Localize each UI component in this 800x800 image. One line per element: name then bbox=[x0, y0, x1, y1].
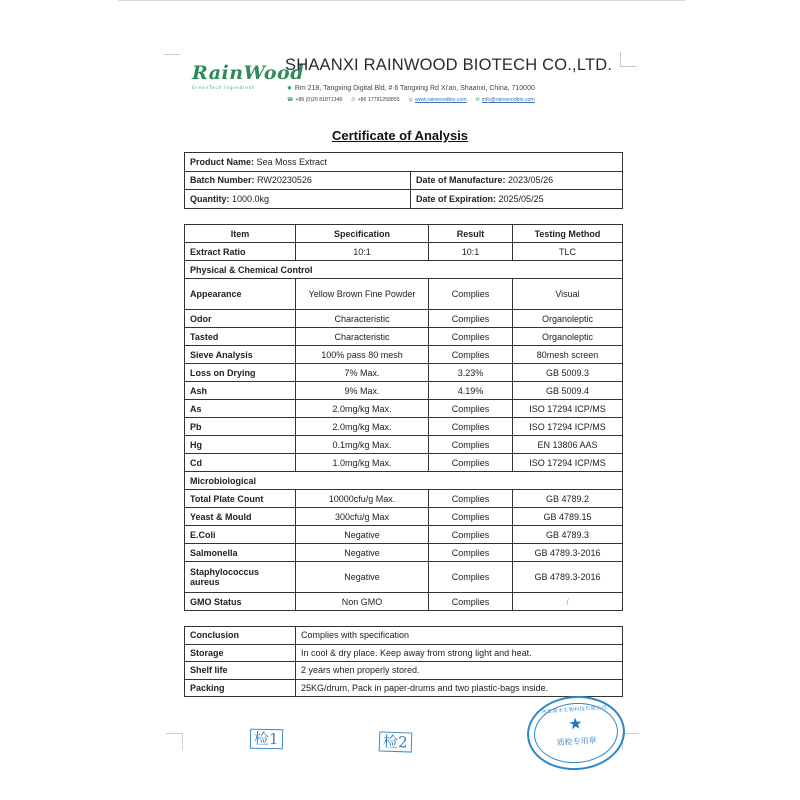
address-text: Rm 218, Tangxing Digital Bld, # 6 Tangxing Rd Xi'an, Shaanxi, China, 710000 bbox=[294, 85, 535, 92]
storage-value: In cool & dry place. Keep away from strong light and heat. bbox=[296, 644, 623, 662]
mobile-phone-icon: ✆ bbox=[351, 97, 356, 103]
quantity-value: 1000.0kg bbox=[232, 193, 270, 204]
table-row bbox=[185, 310, 623, 328]
batch-label: Batch Number: bbox=[190, 175, 255, 186]
conclusion-value: Complies with specification bbox=[296, 627, 623, 645]
batch-value: RW20230526 bbox=[257, 175, 312, 186]
phone-text: +86 (0)29 81871346 bbox=[295, 97, 343, 103]
method-cell: 80mesh screen bbox=[513, 346, 623, 364]
conclusion-table bbox=[184, 626, 623, 697]
shelf-life-value: 2 years when properly stored. bbox=[296, 662, 623, 680]
section-header-physical bbox=[185, 261, 623, 279]
product-name-label: Product Name: bbox=[190, 156, 255, 167]
table-row bbox=[185, 679, 623, 697]
logo-tagline: GreenTech Ingredient bbox=[192, 85, 255, 90]
item-cell: E.Coli bbox=[185, 526, 296, 544]
method-cell: ISO 17294 ICP/MS bbox=[513, 418, 623, 436]
result-cell: Complies bbox=[429, 544, 513, 562]
item-cell: Tasted bbox=[185, 328, 296, 346]
crop-mark-top-right bbox=[620, 52, 637, 67]
contact-line bbox=[287, 97, 535, 103]
table-row bbox=[185, 364, 623, 382]
item-cell: GMO Status bbox=[185, 593, 296, 611]
product-name-value: Sea Moss Extract bbox=[256, 156, 328, 167]
result-cell: 4.19% bbox=[429, 382, 513, 400]
spec-cell: 7% Max. bbox=[296, 364, 429, 382]
method-cell: Organoleptic bbox=[513, 328, 623, 346]
website-link[interactable]: www.rainwoodbio.com bbox=[415, 97, 467, 103]
star-icon: ★ bbox=[567, 713, 584, 734]
item-cell: Cd bbox=[185, 454, 296, 472]
spec-cell: Negative bbox=[296, 562, 429, 593]
result-cell: Complies bbox=[429, 328, 513, 346]
document-title: Certificate of Analysis bbox=[331, 128, 469, 143]
packing-value: 25KG/drum, Pack in paper-drums and two plastic-bags inside. bbox=[296, 679, 623, 697]
table-row bbox=[185, 436, 623, 454]
spec-cell: 9% Max. bbox=[296, 382, 429, 400]
method-cell: GB 4789.3-2016 bbox=[513, 562, 623, 593]
table-row bbox=[185, 593, 623, 611]
result-cell: Complies bbox=[429, 418, 513, 436]
item-cell: Yeast & Mould bbox=[185, 508, 296, 526]
inspector-stamp-2: 检2 bbox=[379, 731, 412, 752]
header-testing-method: Testing Method bbox=[513, 225, 623, 243]
spec-cell: 300cfu/g Max bbox=[296, 508, 429, 526]
crop-mark-bottom-left bbox=[166, 733, 183, 750]
spec-cell: 1.0mg/kg Max. bbox=[296, 454, 429, 472]
table-row bbox=[185, 662, 623, 680]
item-cell: Loss on Drying bbox=[185, 364, 296, 382]
spec-cell: Negative bbox=[296, 526, 429, 544]
spec-cell: Negative bbox=[296, 544, 429, 562]
exp-date-label: Date of Expiration: bbox=[416, 193, 497, 204]
method-cell: EN 13806 AAS bbox=[513, 436, 623, 454]
spec-cell: Non GMO bbox=[296, 593, 429, 611]
section-title: Microbiological bbox=[185, 472, 623, 490]
mfg-date-label: Date of Manufacture: bbox=[416, 175, 506, 186]
info-row-batch bbox=[185, 171, 623, 190]
seal-label: 质检专用章 bbox=[556, 735, 597, 748]
table-row bbox=[185, 382, 623, 400]
result-cell: Complies bbox=[429, 490, 513, 508]
mobile-text: +86 17791258855 bbox=[357, 97, 400, 103]
item-cell: Pb bbox=[185, 418, 296, 436]
result-cell: 3.23% bbox=[429, 364, 513, 382]
method-cell: Organoleptic bbox=[513, 310, 623, 328]
header-result: Result bbox=[429, 225, 513, 243]
result-cell: Complies bbox=[429, 400, 513, 418]
table-header-row bbox=[185, 225, 623, 243]
table-row bbox=[185, 279, 623, 310]
item-cell: Hg bbox=[185, 436, 296, 454]
item-cell: Appearance bbox=[185, 279, 296, 310]
table-row bbox=[185, 508, 623, 526]
table-row bbox=[185, 328, 623, 346]
spec-cell: 2.0mg/kg Max. bbox=[296, 418, 429, 436]
table-row bbox=[185, 400, 623, 418]
table-row bbox=[185, 627, 623, 645]
result-cell: Complies bbox=[429, 593, 513, 611]
spec-cell: Characteristic bbox=[296, 310, 429, 328]
company-logo bbox=[192, 62, 304, 102]
globe-icon: ◎ bbox=[408, 97, 414, 103]
item-cell: Salmonella bbox=[185, 544, 296, 562]
logo-wordmark: RainWood bbox=[192, 62, 304, 84]
result-cell: Complies bbox=[429, 279, 513, 310]
spec-cell: 10000cfu/g Max. bbox=[296, 490, 429, 508]
method-cell: TLC bbox=[513, 243, 623, 261]
result-cell: Complies bbox=[429, 310, 513, 328]
method-cell: GB 4789.2 bbox=[513, 490, 623, 508]
inspector-stamp-1: 检1 bbox=[250, 729, 283, 750]
telephone-icon: ☎ bbox=[287, 97, 294, 103]
company-name: SHAANXI RAINWOOD BIOTECH CO.,LTD. bbox=[285, 56, 613, 74]
result-cell: Complies bbox=[429, 508, 513, 526]
section-title: Physical & Chemical Control bbox=[185, 261, 623, 279]
method-cell: GB 5009.3 bbox=[513, 364, 623, 382]
item-cell: Odor bbox=[185, 310, 296, 328]
table-row bbox=[185, 562, 623, 593]
table-row bbox=[185, 418, 623, 436]
spec-cell: 0.1mg/kg Max. bbox=[296, 436, 429, 454]
packing-label: Packing bbox=[185, 679, 296, 697]
shelf-life-label: Shelf life bbox=[185, 662, 296, 680]
spec-cell: Yellow Brown Fine Powder bbox=[296, 279, 429, 310]
conclusion-label: Conclusion bbox=[185, 627, 296, 645]
section-header-microbiological bbox=[185, 472, 623, 490]
location-pin-icon: ● bbox=[287, 83, 292, 92]
item-cell: Sieve Analysis bbox=[185, 346, 296, 364]
item-cell: As bbox=[185, 400, 296, 418]
info-row-quantity bbox=[185, 190, 623, 209]
method-cell: ISO 17294 ICP/MS bbox=[513, 400, 623, 418]
result-cell: Complies bbox=[429, 562, 513, 593]
spec-cell: 10:1 bbox=[296, 243, 429, 261]
email-link[interactable]: info@rainwoodbio.com bbox=[481, 97, 535, 103]
method-cell: / bbox=[513, 593, 623, 611]
result-cell: 10:1 bbox=[429, 243, 513, 261]
table-row bbox=[185, 490, 623, 508]
method-cell: GB 4789.3 bbox=[513, 526, 623, 544]
spec-cell: 100% pass 80 mesh bbox=[296, 346, 429, 364]
analysis-table bbox=[184, 224, 623, 611]
table-row bbox=[185, 644, 623, 662]
seal-chinese-name: 西安润木生物科技有限公司 bbox=[541, 704, 608, 716]
envelope-icon: ✉ bbox=[475, 97, 480, 103]
header-specification: Specification bbox=[296, 225, 429, 243]
method-cell: GB 4789.15 bbox=[513, 508, 623, 526]
item-cell: Extract Ratio bbox=[185, 243, 296, 261]
storage-label: Storage bbox=[185, 644, 296, 662]
table-row bbox=[185, 526, 623, 544]
spec-cell: Characteristic bbox=[296, 328, 429, 346]
company-address bbox=[287, 83, 535, 92]
table-row bbox=[185, 346, 623, 364]
result-cell: Complies bbox=[429, 454, 513, 472]
page-top-edge bbox=[118, 0, 685, 1]
table-row bbox=[185, 243, 623, 261]
quantity-label: Quantity: bbox=[190, 193, 230, 204]
company-quality-seal bbox=[525, 693, 628, 774]
table-row bbox=[185, 544, 623, 562]
item-cell: Ash bbox=[185, 382, 296, 400]
exp-date-value: 2025/05/25 bbox=[498, 193, 544, 204]
crop-mark-top-left bbox=[164, 54, 180, 55]
result-cell: Complies bbox=[429, 436, 513, 454]
product-info-table bbox=[184, 152, 623, 209]
info-row-product bbox=[185, 153, 623, 172]
header-item: Item bbox=[185, 225, 296, 243]
table-row bbox=[185, 454, 623, 472]
method-cell: GB 4789.3-2016 bbox=[513, 544, 623, 562]
mfg-date-value: 2023/05/26 bbox=[508, 175, 554, 186]
method-cell: Visual bbox=[513, 279, 623, 310]
spec-cell: 2.0mg/kg Max. bbox=[296, 400, 429, 418]
method-cell: ISO 17294 ICP/MS bbox=[513, 454, 623, 472]
item-cell: Total Plate Count bbox=[185, 490, 296, 508]
result-cell: Complies bbox=[429, 346, 513, 364]
method-cell: GB 5009.4 bbox=[513, 382, 623, 400]
item-cell: Staphylococcus aureus bbox=[185, 562, 296, 593]
result-cell: Complies bbox=[429, 526, 513, 544]
